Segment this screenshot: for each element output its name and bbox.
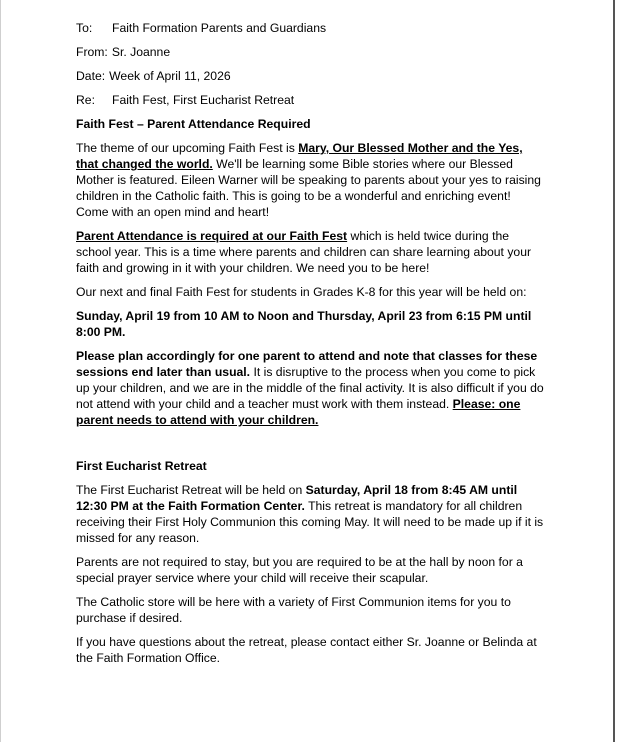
faith-fest-heading: Faith Fest – Parent Attendance Required	[76, 117, 311, 131]
attendance-paragraph	[76, 228, 546, 276]
plan-accordingly-text: It is disruptive to the process when you come to pick up your children, and we are in the middle of the final activity. It is also difficult if you do not attend with your child and a teacher must work with them instead.	[76, 365, 544, 411]
faith-fest-dates: Sunday, April 19 from 10 AM to Noon and Thursday, April 23 from 6:15 PM until 8:00 PM.	[76, 309, 532, 339]
plan-accordingly-bold: Please plan accordingly for one parent to attend and note that classes for these sessions end later than usual.	[76, 349, 538, 379]
theme-intro: The theme of our upcoming Faith Fest is	[76, 141, 299, 155]
re-value: Faith Fest, First Eucharist Retreat	[112, 93, 295, 107]
memo-to	[76, 20, 546, 36]
to-label: To:	[76, 21, 93, 35]
from-label: From:	[76, 45, 108, 59]
retreat-intro: The First Eucharist Retreat will be held on	[76, 483, 306, 497]
retreat-heading: First Eucharist Retreat	[76, 459, 207, 473]
to-value: Faith Formation Parents and Guardians	[112, 21, 327, 35]
retreat-details-paragraph	[76, 482, 546, 546]
date-label: Date:	[76, 69, 106, 83]
attendance-required: Parent Attendance is required at our Faith Fest	[76, 229, 348, 243]
document-body	[76, 20, 546, 674]
plan-accordingly-paragraph	[76, 348, 546, 428]
memo-re	[76, 92, 546, 108]
parents-stay-paragraph: Parents are not required to stay, but you are required to be at the hall by noon for a special prayer service where your child will receive their scapular.	[76, 555, 523, 585]
retreat-date-location: Saturday, April 18 from 8:45 AM until 12:30 PM at the Faith Formation Center.	[76, 483, 518, 513]
memo-from	[76, 44, 546, 60]
faith-fest-theme-paragraph	[76, 140, 546, 220]
section-spacer	[76, 436, 546, 458]
catholic-store-paragraph: The Catholic store will be here with a variety of First Communion items for you to purchase if desired.	[76, 595, 511, 625]
next-faith-fest-paragraph: Our next and final Faith Fest for students in Grades K-8 for this year will be held on:	[76, 285, 527, 299]
theme-description: We'll be learning some Bible stories where our Blessed Mother is featured. Eileen Warner will be speaking to parents about your yes to raising children in the Catholic faith. This is going to be a wonderful and enriching event! Come with an open mind and heart!	[76, 157, 541, 219]
from-value: Sr. Joanne	[111, 45, 171, 59]
one-parent-notice: Please: one parent needs to attend with your children.	[76, 397, 521, 427]
theme-title: Mary, Our Blessed Mother and the Yes, that changed the world.	[76, 141, 523, 171]
re-label: Re:	[76, 93, 95, 107]
attendance-description: which is held twice during the school year. This is a time where parents and children can share learning about your faith and growing in it with your children. We need you to be here!	[76, 229, 532, 275]
questions-paragraph: If you have questions about the retreat, please contact either Sr. Joanne or Belinda at the Faith Formation Office.	[76, 635, 537, 665]
retreat-mandatory: This retreat is mandatory for all children receiving their First Holy Communion this coming May. It will need to be made up if it is missed for any reason.	[76, 499, 544, 545]
date-value: Week of April 11, 2026	[109, 69, 231, 83]
memo-date	[76, 68, 546, 84]
